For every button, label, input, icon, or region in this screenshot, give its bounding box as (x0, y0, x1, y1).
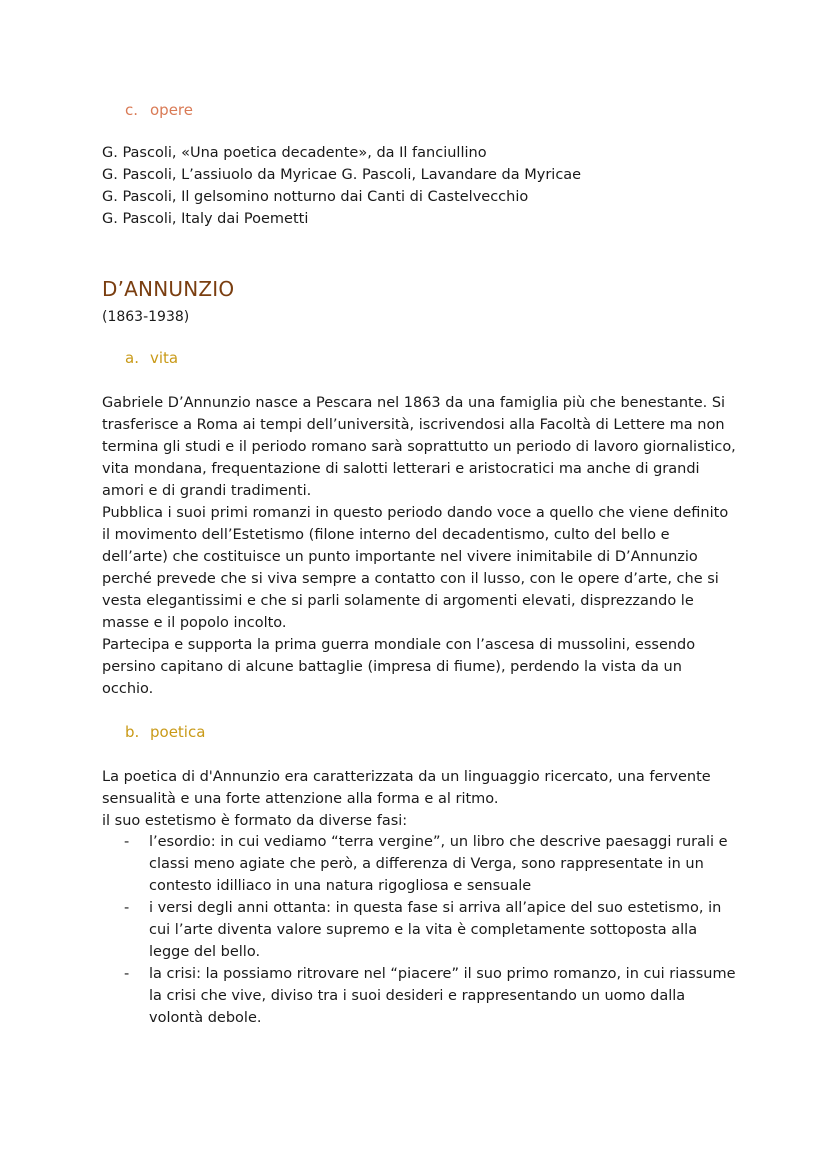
opere-heading (125, 99, 193, 121)
author-dates: (1863-1938) (102, 309, 190, 325)
bullet-dash: - (124, 834, 130, 850)
list-item (102, 831, 736, 897)
opere-list (102, 142, 742, 230)
opere-list-item: G. Pascoli, L’assiuolo da Myricae G. Pascoli, Lavandare da Myricae (102, 167, 582, 183)
poetica-paragraph: La poetica di d'Annunzio era caratterizzata da un linguaggio ricercato, una fervente sensualità e una forte attenzione alla forma e al ritmo. il suo estetismo è formato da diverse fasi: (102, 769, 711, 829)
vita-heading-label: vita (150, 349, 179, 367)
list-item (102, 963, 736, 1029)
poetica-heading-label: poetica (150, 723, 206, 741)
section-title-dannunzio: D’ANNUNZIO (102, 277, 235, 301)
phase-text: la crisi: la possiamo ritrovare nel “piacere” il suo primo romanzo, in cui riassume la crisi che vive, diviso tra i suoi desideri e rappresentando un uomo dalla volontà debole. (149, 966, 736, 1026)
vita-paragraph: Gabriele D’Annunzio nasce a Pescara nel 1863 da una famiglia più che benestante. Si trasferisce a Roma ai tempi dell’università, iscrivendosi alla Facoltà di Lettere ma non termina gli studi e il periodo romano sarà soprattutto un periodo di lavoro giornalistico, vita mondana, frequentazione di salotti letterari e aristocratici ma anche di grandi amori e di grandi tradimenti. Pubblica i suoi primi romanzi in questo periodo dando voce a quello che viene definito il movimento dell’Estetismo (filone interno del decadentismo, culto del bello e dell’arte) che costituisce un punto importante nel vivere inimitabile di D’Annunzio perché prevede che si viva sempre a contatto con il lusso, con le opere d’arte, che si vesta elegantissimi e che si parli solamente di argomenti elevati, disprezzando le masse e il popolo incolto. Partecipa e supporta la prima guerra mondiale con l’ascesa di mussolini, essendo persino capitano di alcune battaglie (impresa di fiume), perdendo la vista da un occhio. (102, 395, 736, 697)
opere-heading-label: opere (150, 101, 193, 119)
bullet-dash: - (124, 900, 130, 916)
vita-heading-letter: a. (125, 349, 139, 367)
vita-heading (125, 347, 178, 369)
opere-list-item: G. Pascoli, Italy dai Poemetti (102, 211, 309, 227)
estetismo-phases-list (102, 831, 736, 1029)
phase-text: i versi degli anni ottanta: in questa fase si arriva all’apice del suo estetismo, in cui l’arte diventa valore supremo e la vita è completamente sottoposta alla legge del bello. (149, 900, 722, 960)
opere-heading-letter: c. (125, 101, 139, 119)
poetica-heading-letter: b. (125, 723, 140, 741)
phase-text: l’esordio: in cui vediamo “terra vergine”, un libro che descrive paesaggi rurali e classi meno agiate che però, a differenza di Verga, sono rappresentate in un contesto idilliaco in una natura rigogliosa e sensuale (149, 834, 728, 894)
bullet-dash: - (124, 966, 130, 982)
opere-list-item: G. Pascoli, «Una poetica decadente», da Il fanciullino (102, 145, 487, 161)
poetica-heading (125, 721, 205, 743)
opere-list-item: G. Pascoli, Il gelsomino notturno dai Canti di Castelvecchio (102, 189, 529, 205)
list-item (102, 897, 736, 963)
